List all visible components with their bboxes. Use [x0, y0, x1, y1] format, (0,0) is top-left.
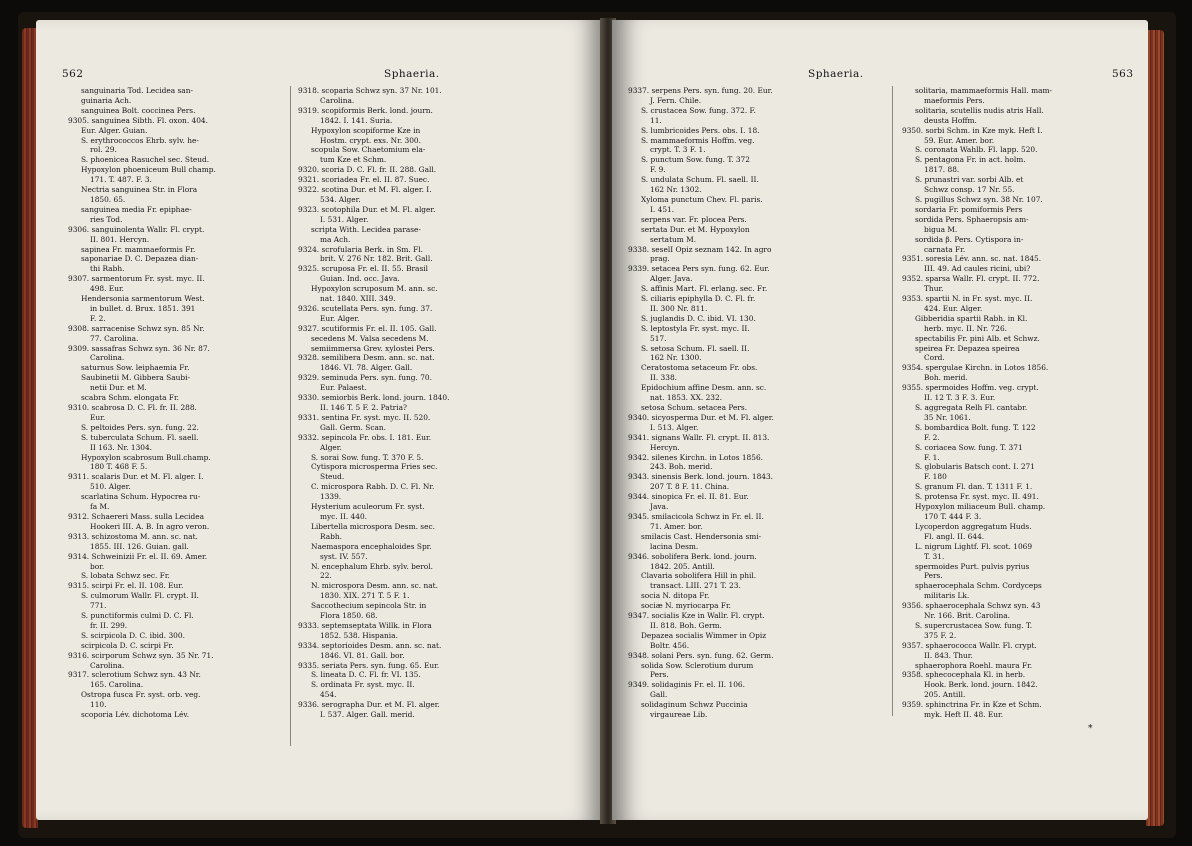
entry-line: scirpicola D. C. scirpi Fr. — [81, 640, 174, 650]
entry-line: S. pentagona Fr. in act. holm. — [915, 155, 1026, 165]
entry-line: 11. — [650, 115, 662, 125]
entry-line: 517. — [650, 333, 667, 343]
entry-line: 9322. scotina Dur. et M. Fl. alger. I. — [298, 185, 432, 195]
entry-line: bor. — [90, 561, 105, 571]
entry-line: Depazea socialis Wimmer in Opiz — [641, 630, 767, 640]
entry-line: prag. — [650, 254, 670, 264]
entry-line: F. 2. — [924, 432, 940, 442]
entry-line: 9311. scalaris Dur. et M. Fl. alger. I. — [68, 472, 204, 482]
entry-line: 110. — [90, 700, 107, 710]
entry-line: sanguinaria Tod. Lecidea san- — [81, 86, 193, 95]
entry-line: Clavaria sobolifera Hill in phil. — [641, 571, 757, 581]
entry-line: Hook. Berk. lond. journ. 1842. — [924, 680, 1038, 690]
entry-line: 9332. sepincola Fr. obs. I. 181. Eur. — [298, 432, 432, 442]
entry-line: 9353. spartii N. in Fr. syst. myc. II. — [902, 294, 1033, 304]
entry-line: nat. 1853. XX. 232. — [650, 393, 723, 403]
entry-line: 9347. socialis Kze in Wallr. Fl. crypt. — [628, 611, 765, 621]
entry-line: S. punctiformis culmi D. C. Fl. — [81, 611, 194, 621]
entry-line: N. encephalum Ehrb. sylv. berol. — [311, 561, 433, 571]
entry-line: 9349. solidaginis Fr. el. II. 106. — [628, 680, 745, 690]
entry-line: 1817. 88. — [924, 165, 960, 175]
entry-line: transact. LIII. 271 T. 23. — [650, 581, 741, 591]
entry-line: Hypoxylon scopiforme Kze in — [311, 125, 421, 135]
footer-mark: * — [1088, 724, 1093, 734]
entry-line: Carolina. — [320, 95, 355, 105]
entry-line: 9354. spergulae Kirchn. in Lotos 1856. — [902, 363, 1049, 373]
entry-line: Gall. Germ. Scan. — [320, 422, 386, 432]
entry-line: syst. IV. 557. — [320, 551, 368, 561]
entry-line: I. 451. — [650, 204, 675, 214]
entry-line: S. ciliaris epiphylla D. C. Fl. fr. — [641, 294, 756, 304]
entry-line: 9359. sphinctrina Fr. in Kze et Schm. — [902, 700, 1042, 710]
entry-line: S. bombardica Bolt. fung. T. 122 — [915, 422, 1036, 432]
entry-line: tum Kze et Schm. — [320, 155, 387, 165]
entry-line: 9339. setacea Pers syn. fung. 62. Eur. — [628, 264, 770, 274]
entry-line: thi Rabh. — [90, 264, 125, 274]
entry-line: 1830. XIX. 271 T. 5 F. 1. — [320, 591, 410, 601]
entry-line: fa M. — [90, 502, 110, 512]
entry-line: Alger. Java. — [650, 274, 693, 284]
entry-line: 9350. sorbi Schm. in Kze myk. Heft I. — [902, 125, 1043, 135]
entry-line: Cytispora microsperma Fries sec. — [311, 462, 438, 472]
running-title: Sphaeria. — [808, 68, 864, 80]
entry-line: II. 801. Hercyn. — [90, 234, 150, 244]
entry-line: Eur. Palaest. — [320, 383, 367, 393]
entry-line: socia N. ditopa Fr. — [641, 591, 710, 601]
entry-line: S. protensa Fr. syst. myc. II. 491. — [915, 492, 1039, 502]
entry-line: 162 Nr. 1302. — [650, 185, 702, 195]
entry-line: Lycoperdon aggregatum Huds. — [915, 521, 1032, 531]
entry-line: S. affinis Mart. Fl. erlang. sec. Fr. — [641, 284, 768, 294]
entry-line: S. coronata Wahlb. Fl. lapp. 520. — [915, 145, 1038, 155]
entry-line: 9307. sarmentorum Fr. syst. myc. II. — [68, 274, 205, 284]
entry-line: 9324. scrofularia Berk. in Sm. Fl. — [298, 244, 423, 254]
entry-line: Nr. 166. Brit. Carolina. — [924, 611, 1010, 621]
entry-line: rol. 29. — [90, 145, 117, 155]
entry-line: Rabh. — [320, 531, 342, 541]
entry-line: sapinea Fr. mammaeformis Fr. — [81, 244, 196, 254]
entry-line: T. 31. — [924, 551, 945, 561]
entry-line: Eur. Alger. — [320, 313, 360, 323]
entry-line: netii Dur. et M. — [90, 383, 147, 393]
left-page — [36, 20, 604, 820]
right-column-1 — [628, 86, 840, 720]
entry-line: 9352. sparsa Wallr. Fl. crypt. II. 772. — [902, 274, 1040, 284]
entry-line: F. 180 — [924, 472, 947, 482]
entry-line: 243. Boh. merid. — [650, 462, 713, 472]
entry-line: sphaerophora Roehl. maura Fr. — [915, 660, 1033, 670]
entry-line: Pers. — [650, 670, 669, 680]
entry-line: 170 T. 444 F. 3. — [924, 511, 982, 521]
entry-line: 9343. sinensis Berk. lond. journ. 1843. — [628, 472, 774, 482]
entry-line: 1842. 205. Antill. — [650, 561, 715, 571]
entry-line: 9355. spermoides Hoffm. veg. crypt. — [902, 383, 1039, 393]
entry-line: 9326. scutellata Pers. syn. fung. 37. — [298, 303, 433, 313]
entry-line: II. 146 T. 5 F. 2. Patria? — [320, 403, 407, 412]
entry-line: S. pugillus Schwz syn. 38 Nr. 107. — [915, 194, 1043, 204]
entry-line: S. aggregata Relh Fl. cantabr. — [915, 403, 1028, 412]
entry-line: crypt. T. 3 F. 1. — [650, 145, 706, 155]
entry-line: S. juglandis D. C. ibid. VI. 130. — [641, 313, 756, 323]
entry-line: scripta With. Lecidea parase- — [311, 224, 421, 234]
entry-line: spermoides Purt. pulvis pyrius — [915, 561, 1030, 571]
entry-line: 9337. serpens Pers. syn. fung. 20. Eur. — [628, 86, 773, 95]
entry-line: C. microspora Rabh. D. C. Fl. Nr. — [311, 482, 435, 492]
entry-line: 9357. sphaerococca Wallr. Fl. crypt. — [902, 640, 1037, 650]
entry-line: 1339. — [320, 492, 342, 502]
entry-line: 375 F. 2. — [924, 630, 957, 640]
entry-line: Hypoxylon scruposum M. ann. sc. — [311, 284, 438, 294]
entry-line: S. leptostyla Fr. syst. myc. II. — [641, 323, 750, 333]
column-rule — [892, 86, 893, 716]
entry-line: F. 1. — [924, 452, 940, 462]
entry-line: 180 T. 468 F. 5. — [90, 462, 148, 472]
entry-line: 9344. sinopica Fr. el. II. 81. Eur. — [628, 492, 749, 502]
page-edges-right — [1146, 30, 1164, 826]
entry-line: Pers. — [924, 571, 943, 581]
entry-line: solida Sow. Sclerotium durum — [641, 660, 754, 670]
entry-line: spectabilis Fr. pini Alb. et Schwz. — [915, 333, 1040, 343]
entry-line: L. nigrum Lightf. Fl. scot. 1069 — [915, 541, 1033, 551]
right-column-2 — [902, 86, 1114, 720]
entry-line: Naemaspora encephaloides Spr. — [311, 541, 432, 551]
entry-line: 9305. sanguinea Sibth. Fl. oxon. 404. — [68, 115, 208, 125]
entry-line: virgaureae Lib. — [650, 710, 708, 720]
entry-line: 9314. Schweinizii Fr. el. II. 69. Amer. — [68, 551, 208, 561]
entry-line: Libertella microspora Desm. sec. — [311, 521, 435, 531]
entry-line: 454. — [320, 690, 337, 700]
entry-line: sordida β. Pers. Cytispora in- — [915, 234, 1024, 244]
entry-line: 22. — [320, 571, 332, 581]
entry-line: 9319. scopiformis Berk. lond. journ. — [298, 105, 433, 115]
entry-line: 165. Carolina. — [90, 680, 144, 690]
entry-line: Flora 1850. 68. — [320, 611, 378, 621]
entry-line: 9338. seselI Opiz seznam 142. In agro — [628, 244, 772, 254]
entry-line: speirea Fr. Depazea speirea — [915, 343, 1020, 353]
entry-line: 9327. scutiformis Fr. el. II. 105. Gall. — [298, 323, 437, 333]
entry-line: S. culmorum Wallr. Fl. crypt. II. — [81, 591, 199, 601]
entry-line: scarlatina Schum. Hypocrea ru- — [81, 492, 201, 502]
entry-line: solitaria, mammaeformis Hall. mam- — [915, 86, 1052, 95]
entry-line: Gibberidia spartii Rabh. in Kl. — [915, 313, 1028, 323]
entry-line: S. lineata D. C. Fl. fr. VI. 135. — [311, 670, 421, 680]
entry-line: 9317. sclerotium Schwz syn. 43 Nr. — [68, 670, 201, 680]
entry-line: 9320. scoria D. C. Fl. fr. II. 288. Gall. — [298, 165, 437, 175]
entry-line: 1842. I. 141. Suria. — [320, 115, 393, 125]
entry-line: semiimmersa Grev. xylostei Pers. — [311, 343, 435, 353]
entry-line: brit. V. 276 Nr. 182. Brit. Gall. — [320, 254, 433, 264]
running-title: Sphaeria. — [384, 68, 440, 80]
entry-line: 9309. sassafras Schwz syn. 36 Nr. 87. — [68, 343, 210, 353]
entry-line: S. mammaeformis Hoffm. veg. — [641, 135, 755, 145]
entry-line: 9331. sentina Fr. syst. myc. II. 520. — [298, 412, 431, 422]
entry-line: S. scirpicola D. C. ibid. 300. — [81, 630, 185, 640]
entry-line: III. 49. Ad caules ricini, ubi? — [924, 264, 1031, 274]
entry-line: 9308. sarracenise Schwz syn. 85 Nr. — [68, 323, 205, 333]
entry-line: Xyloma punctum Chev. Fl. paris. — [641, 194, 763, 204]
entry-line: F. 2. — [90, 313, 106, 323]
entry-line: S. undulata Schum. Fl. saell. II. — [641, 175, 759, 185]
entry-line: S. globularis Batsch cont. I. 271 — [915, 462, 1035, 472]
entry-line: S. setosa Schum. Fl. saell. II. — [641, 343, 750, 353]
entry-line: 9318. scoparia Schwz syn. 37 Nr. 101. — [298, 86, 442, 95]
entry-line: 9321. scoriadea Fr. el. II. 87. Suec. — [298, 175, 430, 185]
entry-line: sordida Pers. Sphaeropsis am- — [915, 214, 1029, 224]
entry-line: serpens var. Fr. plocea Pers. — [641, 214, 747, 224]
entry-line: bigua M. — [924, 224, 958, 234]
entry-line: 424. Eur. Alger. — [924, 303, 983, 313]
entry-line: Ceratostoma setaceum Fr. obs. — [641, 363, 758, 373]
entry-line: solitaria, scutellis nudis atris Hall. — [915, 105, 1044, 115]
entry-line: S. peltoides Pers. syn. fung. 22. — [81, 422, 199, 432]
entry-line: Hercyn. — [650, 442, 680, 452]
entry-line: S. punctum Sow. fung. T. 372 — [641, 155, 750, 165]
entry-line: 9316. scirporum Schwz syn. 35 Nr. 71. — [68, 650, 214, 660]
entry-line: 9335. seriata Pers. syn. fung. 65. Eur. — [298, 660, 440, 670]
entry-line: J. Fern. Chile. — [650, 95, 702, 105]
entry-line: Hendersonia sarmentorum West. — [81, 294, 205, 304]
entry-line: I. 513. Alger. — [650, 422, 699, 432]
entry-line: setosa Schum. setacea Pers. — [641, 403, 748, 412]
entry-line: 498. Eur. — [90, 284, 125, 294]
entry-line: herb. myc. II. Nr. 726. — [924, 323, 1007, 333]
entry-line: Schwz consp. 17 Nr. 55. — [924, 185, 1015, 195]
entry-line: smilacis Cast. Hendersonia smi- — [641, 531, 762, 541]
entry-line: 9342. silenes Kirchn. in Lotos 1856. — [628, 452, 764, 462]
entry-line: Nectria sanguinea Str. in Flora — [81, 185, 198, 195]
entry-line: Boh. merid. — [924, 373, 968, 383]
entry-line: S. phoenicea Rasuchel sec. Steud. — [81, 155, 210, 165]
entry-line: Thur. — [924, 284, 944, 294]
entry-line: F. 9. — [650, 165, 666, 175]
entry-line: 59. Eur. Amer. bor. — [924, 135, 995, 145]
entry-line: 534. Alger. — [320, 194, 361, 204]
entry-line: Carolina. — [90, 660, 125, 670]
entry-line: S. sorai Sow. fung. T. 370 F. 5. — [311, 452, 424, 462]
entry-line: sociæ N. myriocarpa Fr. — [641, 601, 732, 611]
entry-line: 9313. schizostoma M. ann. sc. nat. — [68, 531, 198, 541]
entry-line: sordaria Fr. pomiformis Pers — [915, 204, 1023, 214]
entry-line: 1846. VI. 81. Gall. bor. — [320, 650, 405, 660]
entry-line: 9356. sphaerocephala Schwz syn. 43 — [902, 601, 1041, 611]
entry-line: lacina Desm. — [650, 541, 699, 551]
entry-line: saponariae D. C. Depazea dian- — [81, 254, 199, 264]
entry-line: Steud. — [320, 472, 345, 482]
entry-line: Epidochium affine Desm. ann. sc. — [641, 383, 767, 393]
entry-line: S. lumbricoides Pers. obs. I. 18. — [641, 125, 760, 135]
entry-line: Carolina. — [90, 353, 125, 363]
entry-line: Hysterium aculeorum Fr. syst. — [311, 502, 425, 512]
entry-line: deusta Hoffm. — [924, 115, 977, 125]
entry-line: guinaria Ach. — [81, 95, 132, 105]
entry-line: in bullet. d. Brux. 1851. 391 — [90, 303, 196, 313]
entry-line: Cord. — [924, 353, 945, 363]
entry-line: 9348. solani Pers. syn. fung. 62. Germ. — [628, 650, 774, 660]
entry-line: nat. 1840. XIII. 349. — [320, 294, 396, 304]
entry-line: Gall. — [650, 690, 668, 700]
entry-line: Eur. — [90, 412, 106, 422]
entry-line: scopula Sow. Chaetomium ela- — [311, 145, 426, 155]
entry-line: Hypoxylon miliaceum Bull. champ. — [915, 502, 1046, 512]
entry-line: 771. — [90, 601, 107, 611]
entry-line: 9336. serographa Dur. et M. Fl. alger. — [298, 700, 440, 710]
entry-line: II 163. Nr. 1304. — [90, 442, 153, 452]
entry-line: 207 T. 8 F. 11. China. — [650, 482, 730, 492]
entry-line: S. granum Fl. dan. T. 1311 F. 1. — [915, 482, 1033, 492]
entry-line: 9310. scabrosa D. C. Fl. fr. II. 288. — [68, 403, 197, 412]
entry-line: fr. II. 299. — [90, 620, 128, 630]
entry-line: S. crustacea Sow. fung. 372. F. — [641, 105, 756, 115]
entry-line: sanguinea media Fr. epiphae- — [81, 204, 192, 214]
entry-line: 9334. septorioides Desm. ann. sc. nat. — [298, 640, 442, 650]
entry-line: Boltr. 456. — [650, 640, 690, 650]
entry-line: sanguinea Bolt. coccinea Pers. — [81, 105, 196, 115]
entry-line: sertatum M. — [650, 234, 697, 244]
left-column-1 — [68, 86, 274, 720]
entry-line: 9345. smilacicola Schwz in Fr. el. II. — [628, 511, 764, 521]
entry-line: sertata Dur. et M. Hypoxylon — [641, 224, 750, 234]
entry-line: 71. Amer. bor. — [650, 521, 703, 531]
entry-line: I. 537. Alger. Gall. merid. — [320, 710, 415, 720]
entry-line: solidaginum Schwz Puccinia — [641, 700, 748, 710]
entry-line: II. 843. Thur. — [924, 650, 973, 660]
entry-line: 9330. semiorbis Berk. lond. journ. 1840. — [298, 393, 450, 403]
entry-line: ma Ach. — [320, 234, 351, 244]
entry-line: S. lobata Schwz sec. Fr. — [81, 571, 170, 581]
entry-line: 9351. soresia Lév. ann. sc. nat. 1845. — [902, 254, 1042, 264]
entry-line: S. coriacea Sow. fung. T. 371 — [915, 442, 1023, 452]
entry-line: 9325. scruposa Fr. el. II. 55. Brasil — [298, 264, 428, 274]
entry-line: 9315. scirpi Fr. el. II. 108. Eur. — [68, 581, 184, 591]
entry-line: carnata Fr. — [924, 244, 966, 254]
entry-line: 9312. Schaereri Mass. sulla Lecidea — [68, 511, 204, 521]
entry-line: Hostm. crypt. exs. Nr. 300. — [320, 135, 421, 145]
entry-line: ries Tod. — [90, 214, 123, 224]
entry-line: Hookeri III. A. B. In agro veron. — [90, 521, 210, 531]
entry-line: 35 Nr. 1061. — [924, 412, 971, 422]
entry-line: Fl. angl. II. 644. — [924, 531, 985, 541]
entry-line: 1852. 538. Hispania. — [320, 630, 398, 640]
entry-line: Guian. Ind. occ. Java. — [320, 274, 400, 284]
entry-line: 77. Carolina. — [90, 333, 139, 343]
entry-line: Ostropa fusca Fr. syst. orb. veg. — [81, 690, 201, 700]
entry-line: Java. — [650, 502, 669, 512]
entry-line: Hypoxylon scabrosum Bull.champ. — [81, 452, 211, 462]
entry-line: 9340. sicyosperma Dur. et M. Fl. alger. — [628, 412, 774, 422]
page-number: 562 — [62, 68, 84, 80]
entry-line: sphaerocephala Schm. Cordyceps — [915, 581, 1042, 591]
entry-line: 1850. 65. — [90, 194, 126, 204]
entry-line: 9333. septemseptata Willk. in Flora — [298, 620, 432, 630]
entry-line: myc. II. 440. — [320, 511, 368, 521]
entry-line: S. ordinata Fr. syst. myc. II. — [311, 680, 415, 690]
entry-line: 9346. sobolifera Berk. lond. journ. — [628, 551, 757, 561]
entry-line: maeformis Pers. — [924, 95, 985, 105]
entry-line: 171. T. 487. F. 3. — [90, 175, 152, 185]
entry-line: I. 531. Alger. — [320, 214, 369, 224]
entry-line: saturnus Sow. leiphaemia Fr. — [81, 363, 190, 373]
entry-line: scoporia Lév. dichotoma Lév. — [81, 710, 190, 720]
entry-line: militaris Lk. — [924, 591, 970, 601]
entry-line: Eur. Alger. Guian. — [81, 125, 148, 135]
entry-line: Saccothecium sepincola Str. in — [311, 601, 427, 611]
entry-line: Saubinetii M. Gibbera Saubi- — [81, 373, 190, 383]
page-number: 563 — [1112, 68, 1134, 80]
left-column-2 — [298, 86, 508, 720]
entry-line: 9341. signans Wallr. Fl. crypt. II. 813. — [628, 432, 770, 442]
entry-line: 162 Nr. 1300. — [650, 353, 702, 363]
entry-line: II. 12 T. 3 F. 3. Eur. — [924, 393, 996, 403]
entry-line: S. tuberculata Schum. Fl. saell. — [81, 432, 199, 442]
entry-line: II. 300 Nr. 811. — [650, 303, 708, 313]
entry-line: 205. Antill. — [924, 690, 966, 700]
entry-line: 9328. semilibera Desm. ann. sc. nat. — [298, 353, 435, 363]
entry-line: Alger. — [320, 442, 342, 452]
entry-line: Hypoxylon phoeniceum Bull champ. — [81, 165, 216, 175]
entry-line: S. erythrococcos Ehrb. sylv. he- — [81, 135, 199, 145]
entry-line: 1855. III. 126. Guian. gall. — [90, 541, 189, 551]
entry-line: secedens M. Valsa secedens M. — [311, 333, 429, 343]
entry-line: 1846. VI. 78. Alger. Gall. — [320, 363, 413, 373]
entry-line: myk. Heft II. 48. Eur. — [924, 710, 1004, 720]
entry-line: 9306. sanguinolenta Wallr. Fl. crypt. — [68, 224, 205, 234]
entry-line: 9329. seminuda Pers. syn. fung. 70. — [298, 373, 432, 383]
entry-line: 510. Alger. — [90, 482, 131, 492]
entry-line: 9358. sphecocephala Kl. in herb. — [902, 670, 1026, 680]
entry-line: N. microspora Desm. ann. sc. nat. — [311, 581, 438, 591]
entry-line: II. 818. Boh. Germ. — [650, 620, 722, 630]
entry-line: II. 338. — [650, 373, 677, 383]
entry-line: S. prunastri var. sorbi Alb. et — [915, 175, 1024, 185]
column-rule — [290, 86, 291, 746]
entry-line: S. supercrustacea Sow. fung. T. — [915, 620, 1033, 630]
right-page — [612, 20, 1148, 820]
entry-line: 9323. scotophila Dur. et M. Fl. alger. — [298, 204, 436, 214]
entry-line: scabra Schm. elongata Fr. — [81, 393, 180, 403]
